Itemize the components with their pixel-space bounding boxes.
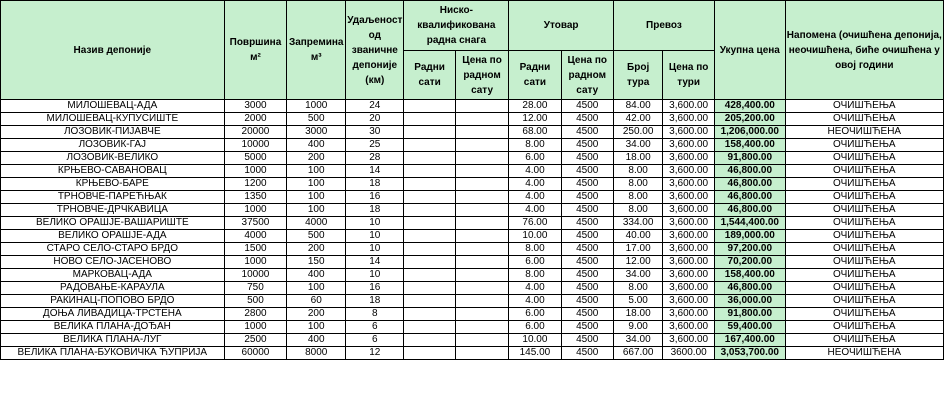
cell-loading-price: 4500 xyxy=(561,321,613,334)
cell-loading-hours: 4.00 xyxy=(509,178,561,191)
header-note: Напомена (очишћена депонија, неочишћена, биће очишћена у овој години xyxy=(785,1,943,100)
cell-labor-price xyxy=(455,295,509,308)
cell-note: НЕОЧИШЋЕНА xyxy=(785,126,943,139)
cell-loading-hours: 4.00 xyxy=(509,282,561,295)
table-row xyxy=(1,295,944,308)
cell-note: ОЧИШЋЕЊА xyxy=(785,230,943,243)
cell-labor-hours xyxy=(404,243,455,256)
cell-labor-hours xyxy=(404,269,455,282)
cell-volume: 500 xyxy=(287,113,346,126)
cell-trips: 34.00 xyxy=(613,269,662,282)
cell-trip-price: 3,600.00 xyxy=(663,113,715,126)
cell-labor-price xyxy=(455,139,509,152)
cell-area: 2000 xyxy=(224,113,287,126)
cell-loading-price: 4500 xyxy=(561,113,613,126)
cell-volume: 3000 xyxy=(287,126,346,139)
cell-labor-hours xyxy=(404,178,455,191)
cell-labor-hours xyxy=(404,334,455,347)
table-row xyxy=(1,191,944,204)
table-row xyxy=(1,204,944,217)
cell-trips: 5.00 xyxy=(613,295,662,308)
cell-distance: 12 xyxy=(346,347,404,360)
cell-trips: 8.00 xyxy=(613,191,662,204)
cell-labor-hours xyxy=(404,217,455,230)
cell-labor-price xyxy=(455,113,509,126)
cell-name: НОВО СЕЛО-ЈАСЕНОВО xyxy=(1,256,225,269)
cell-loading-hours: 10.00 xyxy=(509,230,561,243)
cell-name: ВЕЛИКО ОРАШЈЕ-АДА xyxy=(1,230,225,243)
cell-trip-price: 3,600.00 xyxy=(663,204,715,217)
cell-total: 46,800.00 xyxy=(714,191,785,204)
cell-labor-price xyxy=(455,321,509,334)
cell-loading-price: 4500 xyxy=(561,334,613,347)
cell-volume: 60 xyxy=(287,295,346,308)
header-transport: Превоз xyxy=(613,1,714,51)
header-area: Површина м² xyxy=(224,1,287,100)
cell-labor-price xyxy=(455,230,509,243)
cell-labor-hours xyxy=(404,191,455,204)
table-row xyxy=(1,152,944,165)
cell-loading-price: 4500 xyxy=(561,191,613,204)
cell-name: МИЛОШЕВАЦ-АДА xyxy=(1,100,225,113)
header-distance: Удаљеност од званичне депоније (км) xyxy=(346,1,404,100)
cell-total: 1,544,400.00 xyxy=(714,217,785,230)
cell-area: 37500 xyxy=(224,217,287,230)
cell-area: 4000 xyxy=(224,230,287,243)
cell-area: 500 xyxy=(224,295,287,308)
cell-name: КРЊЕВО-САВАНОВАЦ xyxy=(1,165,225,178)
header-loading-hours: Радни сати xyxy=(509,51,561,100)
cell-distance: 14 xyxy=(346,165,404,178)
cell-total: 46,800.00 xyxy=(714,165,785,178)
cell-total: 36,000.00 xyxy=(714,295,785,308)
header-trips: Број тура xyxy=(613,51,662,100)
cell-trip-price: 3,600.00 xyxy=(663,126,715,139)
cell-distance: 14 xyxy=(346,256,404,269)
cell-total: 46,800.00 xyxy=(714,282,785,295)
cell-loading-hours: 4.00 xyxy=(509,295,561,308)
cell-distance: 10 xyxy=(346,230,404,243)
table-row xyxy=(1,217,944,230)
header-loading: Утовар xyxy=(509,1,614,51)
cell-loading-price: 4500 xyxy=(561,204,613,217)
cell-volume: 400 xyxy=(287,334,346,347)
cell-trip-price: 3,600.00 xyxy=(663,282,715,295)
cell-labor-hours xyxy=(404,165,455,178)
cell-loading-price: 4500 xyxy=(561,165,613,178)
cell-trips: 18.00 xyxy=(613,152,662,165)
table-row xyxy=(1,334,944,347)
cell-trip-price: 3,600.00 xyxy=(663,256,715,269)
cell-area: 1000 xyxy=(224,256,287,269)
cell-distance: 10 xyxy=(346,243,404,256)
cell-loading-price: 4500 xyxy=(561,152,613,165)
cell-total: 1,206,000.00 xyxy=(714,126,785,139)
cell-trip-price: 3,600.00 xyxy=(663,152,715,165)
cell-trips: 334.00 xyxy=(613,217,662,230)
cell-loading-hours: 68.00 xyxy=(509,126,561,139)
cell-loading-price: 4500 xyxy=(561,243,613,256)
cell-trip-price: 3,600.00 xyxy=(663,308,715,321)
cell-loading-hours: 6.00 xyxy=(509,321,561,334)
cell-loading-hours: 76.00 xyxy=(509,217,561,230)
cell-trip-price: 3,600.00 xyxy=(663,217,715,230)
table-row xyxy=(1,178,944,191)
cell-loading-hours: 4.00 xyxy=(509,165,561,178)
cell-trip-price: 3,600.00 xyxy=(663,230,715,243)
cell-name: ВЕЛИКА ПЛАНА-ДОЂАН xyxy=(1,321,225,334)
cell-area: 1000 xyxy=(224,204,287,217)
cell-labor-price xyxy=(455,282,509,295)
cell-labor-price xyxy=(455,334,509,347)
cell-loading-hours: 6.00 xyxy=(509,256,561,269)
cell-name: ЛОЗОВИК-ПИЈАВЧЕ xyxy=(1,126,225,139)
cell-area: 60000 xyxy=(224,347,287,360)
cell-labor-hours xyxy=(404,308,455,321)
cell-distance: 16 xyxy=(346,282,404,295)
cell-volume: 200 xyxy=(287,152,346,165)
cell-trips: 8.00 xyxy=(613,178,662,191)
cell-trips: 34.00 xyxy=(613,334,662,347)
cell-trips: 34.00 xyxy=(613,139,662,152)
cell-total: 189,000.00 xyxy=(714,230,785,243)
cell-volume: 150 xyxy=(287,256,346,269)
cell-note: ОЧИШЋЕЊА xyxy=(785,295,943,308)
header-labor-hours: Радни сати xyxy=(404,51,455,100)
cell-volume: 4000 xyxy=(287,217,346,230)
cell-total: 97,200.00 xyxy=(714,243,785,256)
cell-loading-price: 4500 xyxy=(561,217,613,230)
cell-trip-price: 3,600.00 xyxy=(663,269,715,282)
cell-total: 3,053,700.00 xyxy=(714,347,785,360)
cell-volume: 8000 xyxy=(287,347,346,360)
cell-loading-hours: 8.00 xyxy=(509,243,561,256)
table-row xyxy=(1,308,944,321)
cell-area: 10000 xyxy=(224,139,287,152)
cell-note: ОЧИШЋЕЊА xyxy=(785,139,943,152)
table-row xyxy=(1,139,944,152)
cell-trips: 40.00 xyxy=(613,230,662,243)
cell-distance: 16 xyxy=(346,191,404,204)
cell-name: МИЛОШЕВАЦ-КУПУСИШТЕ xyxy=(1,113,225,126)
cell-note: ОЧИШЋЕЊА xyxy=(785,334,943,347)
cell-distance: 10 xyxy=(346,269,404,282)
header-volume: Запремина м³ xyxy=(287,1,346,100)
cell-name: КРЊЕВО-БАРЕ xyxy=(1,178,225,191)
table-row xyxy=(1,165,944,178)
cell-volume: 100 xyxy=(287,282,346,295)
cell-loading-price: 4500 xyxy=(561,100,613,113)
cell-area: 1500 xyxy=(224,243,287,256)
cell-note: ОЧИШЋЕЊА xyxy=(785,256,943,269)
cell-loading-price: 4500 xyxy=(561,295,613,308)
cell-loading-hours: 10.00 xyxy=(509,334,561,347)
cell-labor-hours xyxy=(404,295,455,308)
cell-loading-price: 4500 xyxy=(561,269,613,282)
cell-trips: 12.00 xyxy=(613,256,662,269)
cell-total: 167,400.00 xyxy=(714,334,785,347)
cell-name: ЛОЗОВИК-ГАЈ xyxy=(1,139,225,152)
cell-volume: 1000 xyxy=(287,100,346,113)
cell-volume: 100 xyxy=(287,178,346,191)
cell-labor-hours xyxy=(404,230,455,243)
cell-labor-price xyxy=(455,126,509,139)
table-row xyxy=(1,321,944,334)
cell-note: ОЧИШЋЕЊА xyxy=(785,217,943,230)
cell-volume: 100 xyxy=(287,204,346,217)
cell-trip-price: 3,600.00 xyxy=(663,178,715,191)
cell-loading-hours: 145.00 xyxy=(509,347,561,360)
cell-area: 1000 xyxy=(224,321,287,334)
cell-note: ОЧИШЋЕЊА xyxy=(785,282,943,295)
table-row xyxy=(1,100,944,113)
cell-note: ОЧИШЋЕЊА xyxy=(785,152,943,165)
table-row xyxy=(1,269,944,282)
cell-loading-price: 4500 xyxy=(561,256,613,269)
cell-total: 205,200.00 xyxy=(714,113,785,126)
cell-volume: 100 xyxy=(287,321,346,334)
cell-note: ОЧИШЋЕЊА xyxy=(785,308,943,321)
cell-note: ОЧИШЋЕЊА xyxy=(785,113,943,126)
cell-total: 46,800.00 xyxy=(714,204,785,217)
cell-name: ВЕЛИКА ПЛАНА-БУКОВИЧКА ЋУПРИЈА xyxy=(1,347,225,360)
cell-labor-price xyxy=(455,243,509,256)
cell-labor-hours xyxy=(404,126,455,139)
cell-trips: 9.00 xyxy=(613,321,662,334)
cell-loading-price: 4500 xyxy=(561,282,613,295)
cell-note: ОЧИШЋЕЊА xyxy=(785,165,943,178)
cell-name: ДОЊА ЛИВАДИЦА-ТРСТЕНА xyxy=(1,308,225,321)
cell-loading-hours: 28.00 xyxy=(509,100,561,113)
cell-distance: 24 xyxy=(346,100,404,113)
cell-name: СТАРО СЕЛО-СТАРО БРДО xyxy=(1,243,225,256)
cell-total: 158,400.00 xyxy=(714,139,785,152)
cell-trip-price: 3,600.00 xyxy=(663,139,715,152)
cell-area: 2500 xyxy=(224,334,287,347)
cell-total: 46,800.00 xyxy=(714,178,785,191)
table-row xyxy=(1,256,944,269)
cell-trip-price: 3,600.00 xyxy=(663,191,715,204)
cell-labor-hours xyxy=(404,347,455,360)
cell-total: 91,800.00 xyxy=(714,308,785,321)
cell-labor-price xyxy=(455,204,509,217)
cell-volume: 100 xyxy=(287,191,346,204)
cell-labor-price xyxy=(455,308,509,321)
cell-area: 750 xyxy=(224,282,287,295)
cell-trip-price: 3,600.00 xyxy=(663,165,715,178)
cell-trips: 8.00 xyxy=(613,282,662,295)
cell-labor-price xyxy=(455,152,509,165)
cell-name: ВЕЛИКО ОРАШЈЕ-ВАШАРИШТЕ xyxy=(1,217,225,230)
table-row xyxy=(1,347,944,360)
cell-volume: 200 xyxy=(287,308,346,321)
cell-volume: 400 xyxy=(287,269,346,282)
cell-total: 158,400.00 xyxy=(714,269,785,282)
cell-distance: 20 xyxy=(346,113,404,126)
cell-trips: 8.00 xyxy=(613,165,662,178)
cell-area: 20000 xyxy=(224,126,287,139)
cell-volume: 200 xyxy=(287,243,346,256)
cell-trips: 84.00 xyxy=(613,100,662,113)
table-row xyxy=(1,126,944,139)
cell-labor-price xyxy=(455,256,509,269)
cell-loading-price: 4500 xyxy=(561,230,613,243)
cell-labor-price xyxy=(455,217,509,230)
table-row xyxy=(1,113,944,126)
cell-name: МАРКОВАЦ-АДА xyxy=(1,269,225,282)
cell-trip-price: 3,600.00 xyxy=(663,295,715,308)
cell-loading-hours: 8.00 xyxy=(509,269,561,282)
cell-distance: 18 xyxy=(346,295,404,308)
cell-total: 428,400.00 xyxy=(714,100,785,113)
cell-trips: 18.00 xyxy=(613,308,662,321)
cell-loading-price: 4500 xyxy=(561,126,613,139)
cell-name: ЛОЗОВИК-ВЕЛИКО xyxy=(1,152,225,165)
cell-labor-hours xyxy=(404,152,455,165)
cell-volume: 400 xyxy=(287,139,346,152)
cell-area: 10000 xyxy=(224,269,287,282)
header-name: Назив депоније xyxy=(1,1,225,100)
cell-distance: 10 xyxy=(346,217,404,230)
cell-total: 70,200.00 xyxy=(714,256,785,269)
cell-note: ОЧИШЋЕЊА xyxy=(785,178,943,191)
cell-labor-price xyxy=(455,191,509,204)
cell-loading-hours: 4.00 xyxy=(509,191,561,204)
cell-distance: 18 xyxy=(346,204,404,217)
cell-labor-hours xyxy=(404,321,455,334)
cell-total: 59,400.00 xyxy=(714,321,785,334)
cell-name: РАДОВАЊЕ-КАРАУЛА xyxy=(1,282,225,295)
cell-loading-price: 4500 xyxy=(561,139,613,152)
cell-trip-price: 3,600.00 xyxy=(663,100,715,113)
cell-loading-hours: 6.00 xyxy=(509,308,561,321)
cell-name: ТРНОВЧЕ-ПАРЕЋЊАК xyxy=(1,191,225,204)
cell-labor-hours xyxy=(404,256,455,269)
table-row xyxy=(1,282,944,295)
cell-area: 5000 xyxy=(224,152,287,165)
cell-total: 91,800.00 xyxy=(714,152,785,165)
cell-note: ОЧИШЋЕЊА xyxy=(785,191,943,204)
cell-note: ОЧИШЋЕЊА xyxy=(785,100,943,113)
table-row xyxy=(1,243,944,256)
cell-area: 1350 xyxy=(224,191,287,204)
cell-trips: 667.00 xyxy=(613,347,662,360)
header-labor-price: Цена по радном сату xyxy=(455,51,509,100)
cell-name: ВЕЛИКА ПЛАНА-ЛУГ xyxy=(1,334,225,347)
cell-volume: 100 xyxy=(287,165,346,178)
cell-distance: 30 xyxy=(346,126,404,139)
cell-trip-price: 3,600.00 xyxy=(663,243,715,256)
header-trip-price: Цена по тури xyxy=(663,51,715,100)
cell-loading-hours: 6.00 xyxy=(509,152,561,165)
cell-trips: 42.00 xyxy=(613,113,662,126)
table-row xyxy=(1,230,944,243)
cell-labor-hours xyxy=(404,282,455,295)
cell-loading-price: 4500 xyxy=(561,178,613,191)
header-loading-price: Цена по радном сату xyxy=(561,51,613,100)
header-total: Укупна цена xyxy=(714,1,785,100)
cell-note: ОЧИШЋЕЊА xyxy=(785,269,943,282)
cell-loading-hours: 12.00 xyxy=(509,113,561,126)
cell-trip-price: 3,600.00 xyxy=(663,321,715,334)
cell-distance: 6 xyxy=(346,321,404,334)
cell-note: НЕОЧИШЋЕНА xyxy=(785,347,943,360)
cell-trip-price: 3600.00 xyxy=(663,347,715,360)
cell-loading-price: 4500 xyxy=(561,308,613,321)
cell-labor-hours xyxy=(404,100,455,113)
cell-labor-hours xyxy=(404,204,455,217)
cell-trip-price: 3,600.00 xyxy=(663,334,715,347)
cell-labor-price xyxy=(455,178,509,191)
cell-trips: 250.00 xyxy=(613,126,662,139)
cell-loading-price: 4500 xyxy=(561,347,613,360)
cell-name: РАКИНАЦ-ПОПОВО БРДО xyxy=(1,295,225,308)
cell-name: ТРНОВЧЕ-ДРЧКАВИЦА xyxy=(1,204,225,217)
cell-note: ОЧИШЋЕЊА xyxy=(785,243,943,256)
cell-distance: 8 xyxy=(346,308,404,321)
cell-distance: 28 xyxy=(346,152,404,165)
cell-area: 1000 xyxy=(224,165,287,178)
cell-area: 2800 xyxy=(224,308,287,321)
cell-labor-hours xyxy=(404,139,455,152)
cell-loading-hours: 4.00 xyxy=(509,204,561,217)
cell-loading-hours: 8.00 xyxy=(509,139,561,152)
cell-labor-hours xyxy=(404,113,455,126)
cell-note: ОЧИШЋЕЊА xyxy=(785,321,943,334)
cell-labor-price xyxy=(455,100,509,113)
header-labor: Ниско-квалификована радна снага xyxy=(404,1,509,51)
cell-labor-price xyxy=(455,165,509,178)
cell-note: ОЧИШЋЕЊА xyxy=(785,204,943,217)
cell-labor-price xyxy=(455,347,509,360)
cell-volume: 500 xyxy=(287,230,346,243)
cell-area: 3000 xyxy=(224,100,287,113)
cell-area: 1200 xyxy=(224,178,287,191)
cell-trips: 8.00 xyxy=(613,204,662,217)
cell-distance: 6 xyxy=(346,334,404,347)
cell-distance: 25 xyxy=(346,139,404,152)
cell-distance: 18 xyxy=(346,178,404,191)
cell-labor-price xyxy=(455,269,509,282)
cell-trips: 17.00 xyxy=(613,243,662,256)
